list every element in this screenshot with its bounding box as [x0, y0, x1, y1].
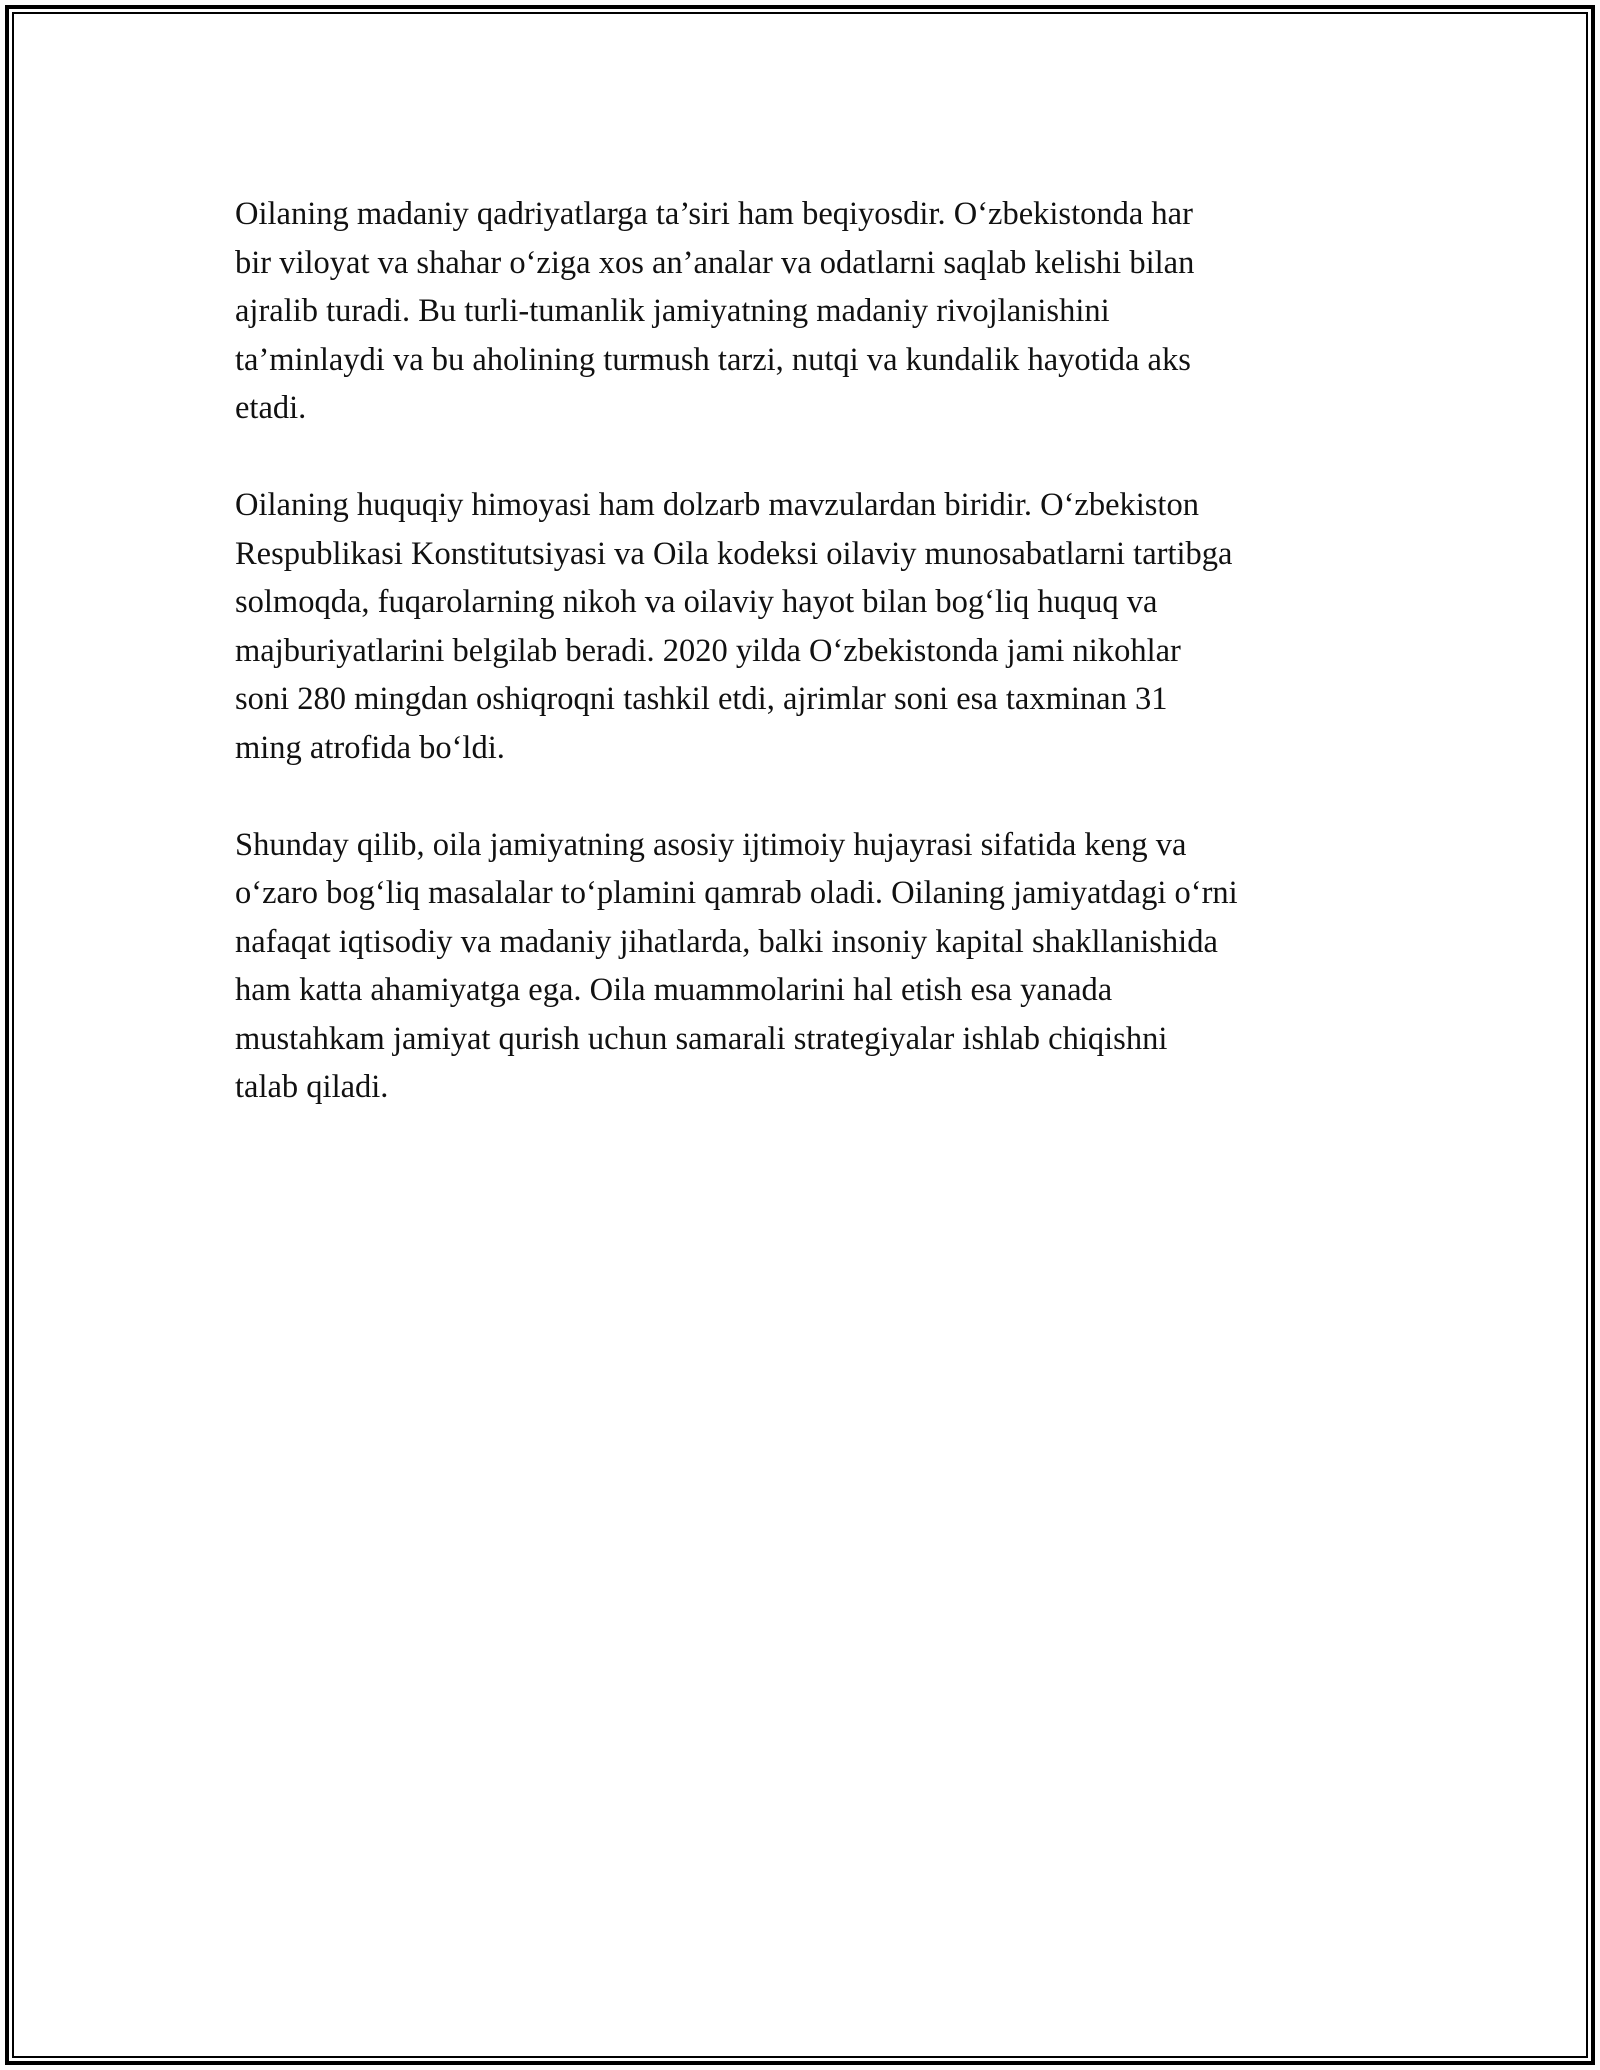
paragraph-legal-protection	[235, 481, 1365, 772]
text-line: o‘zaro bog‘liq masalalar to‘plamini qamrab oladi. Oilaning jamiyatdagi o‘rni	[235, 875, 1238, 911]
text-line: bir viloyat va shahar o‘ziga xos an’analar va odatlarni saqlab kelishi bilan	[235, 244, 1195, 281]
document-body	[235, 190, 1365, 1160]
text-line: nafaqat iqtisodiy va madaniy jihatlarda, balki insoniy kapital shakllanishida	[235, 923, 1218, 960]
text-line: ajralib turadi. Bu turli-tumanlik jamiyatning madaniy rivojlanishini	[235, 293, 1110, 329]
text-line: ming atrofida bo‘ldi.	[235, 729, 505, 766]
paragraph-conclusion	[235, 821, 1365, 1112]
text-line: Shunday qilib, oila jamiyatning asosiy ijtimoiy hujayrasi sifatida keng va	[235, 826, 1187, 863]
text-line: solmoqda, fuqarolarning nikoh va oilaviy hayot bilan bog‘liq huquq va	[235, 584, 1158, 620]
text-line: Oilaning madaniy qadriyatlarga ta’siri ham beqiyosdir. O‘zbekistonda har	[235, 196, 1193, 232]
text-line: Respublikasi Konstitutsiyasi va Oila kodeksi oilaviy munosabatlarni tartibga	[235, 535, 1233, 572]
text-line: mustahkam jamiyat qurish uchun samarali strategiyalar ishlab chiqishni	[235, 1020, 1168, 1057]
text-line: etadi.	[235, 390, 307, 426]
text-line: talab qiladi.	[235, 1069, 389, 1105]
paragraph-cultural-values	[235, 190, 1365, 433]
text-line: ham katta ahamiyatga ega. Oila muammolarini hal etish esa yanada	[235, 972, 1113, 1008]
text-line: Oilaning huquqiy himoyasi ham dolzarb mavzulardan biridir. O‘zbekiston	[235, 487, 1199, 523]
text-line: majburiyatlarini belgilab beradi. 2020 yilda O‘zbekistonda jami nikohlar	[235, 632, 1181, 669]
text-line: soni 280 mingdan oshiqroqni tashkil etdi, ajrimlar soni esa taxminan 31	[235, 681, 1168, 717]
text-line: ta’minlaydi va bu aholining turmush tarzi, nutqi va kundalik hayotida aks	[235, 341, 1191, 378]
